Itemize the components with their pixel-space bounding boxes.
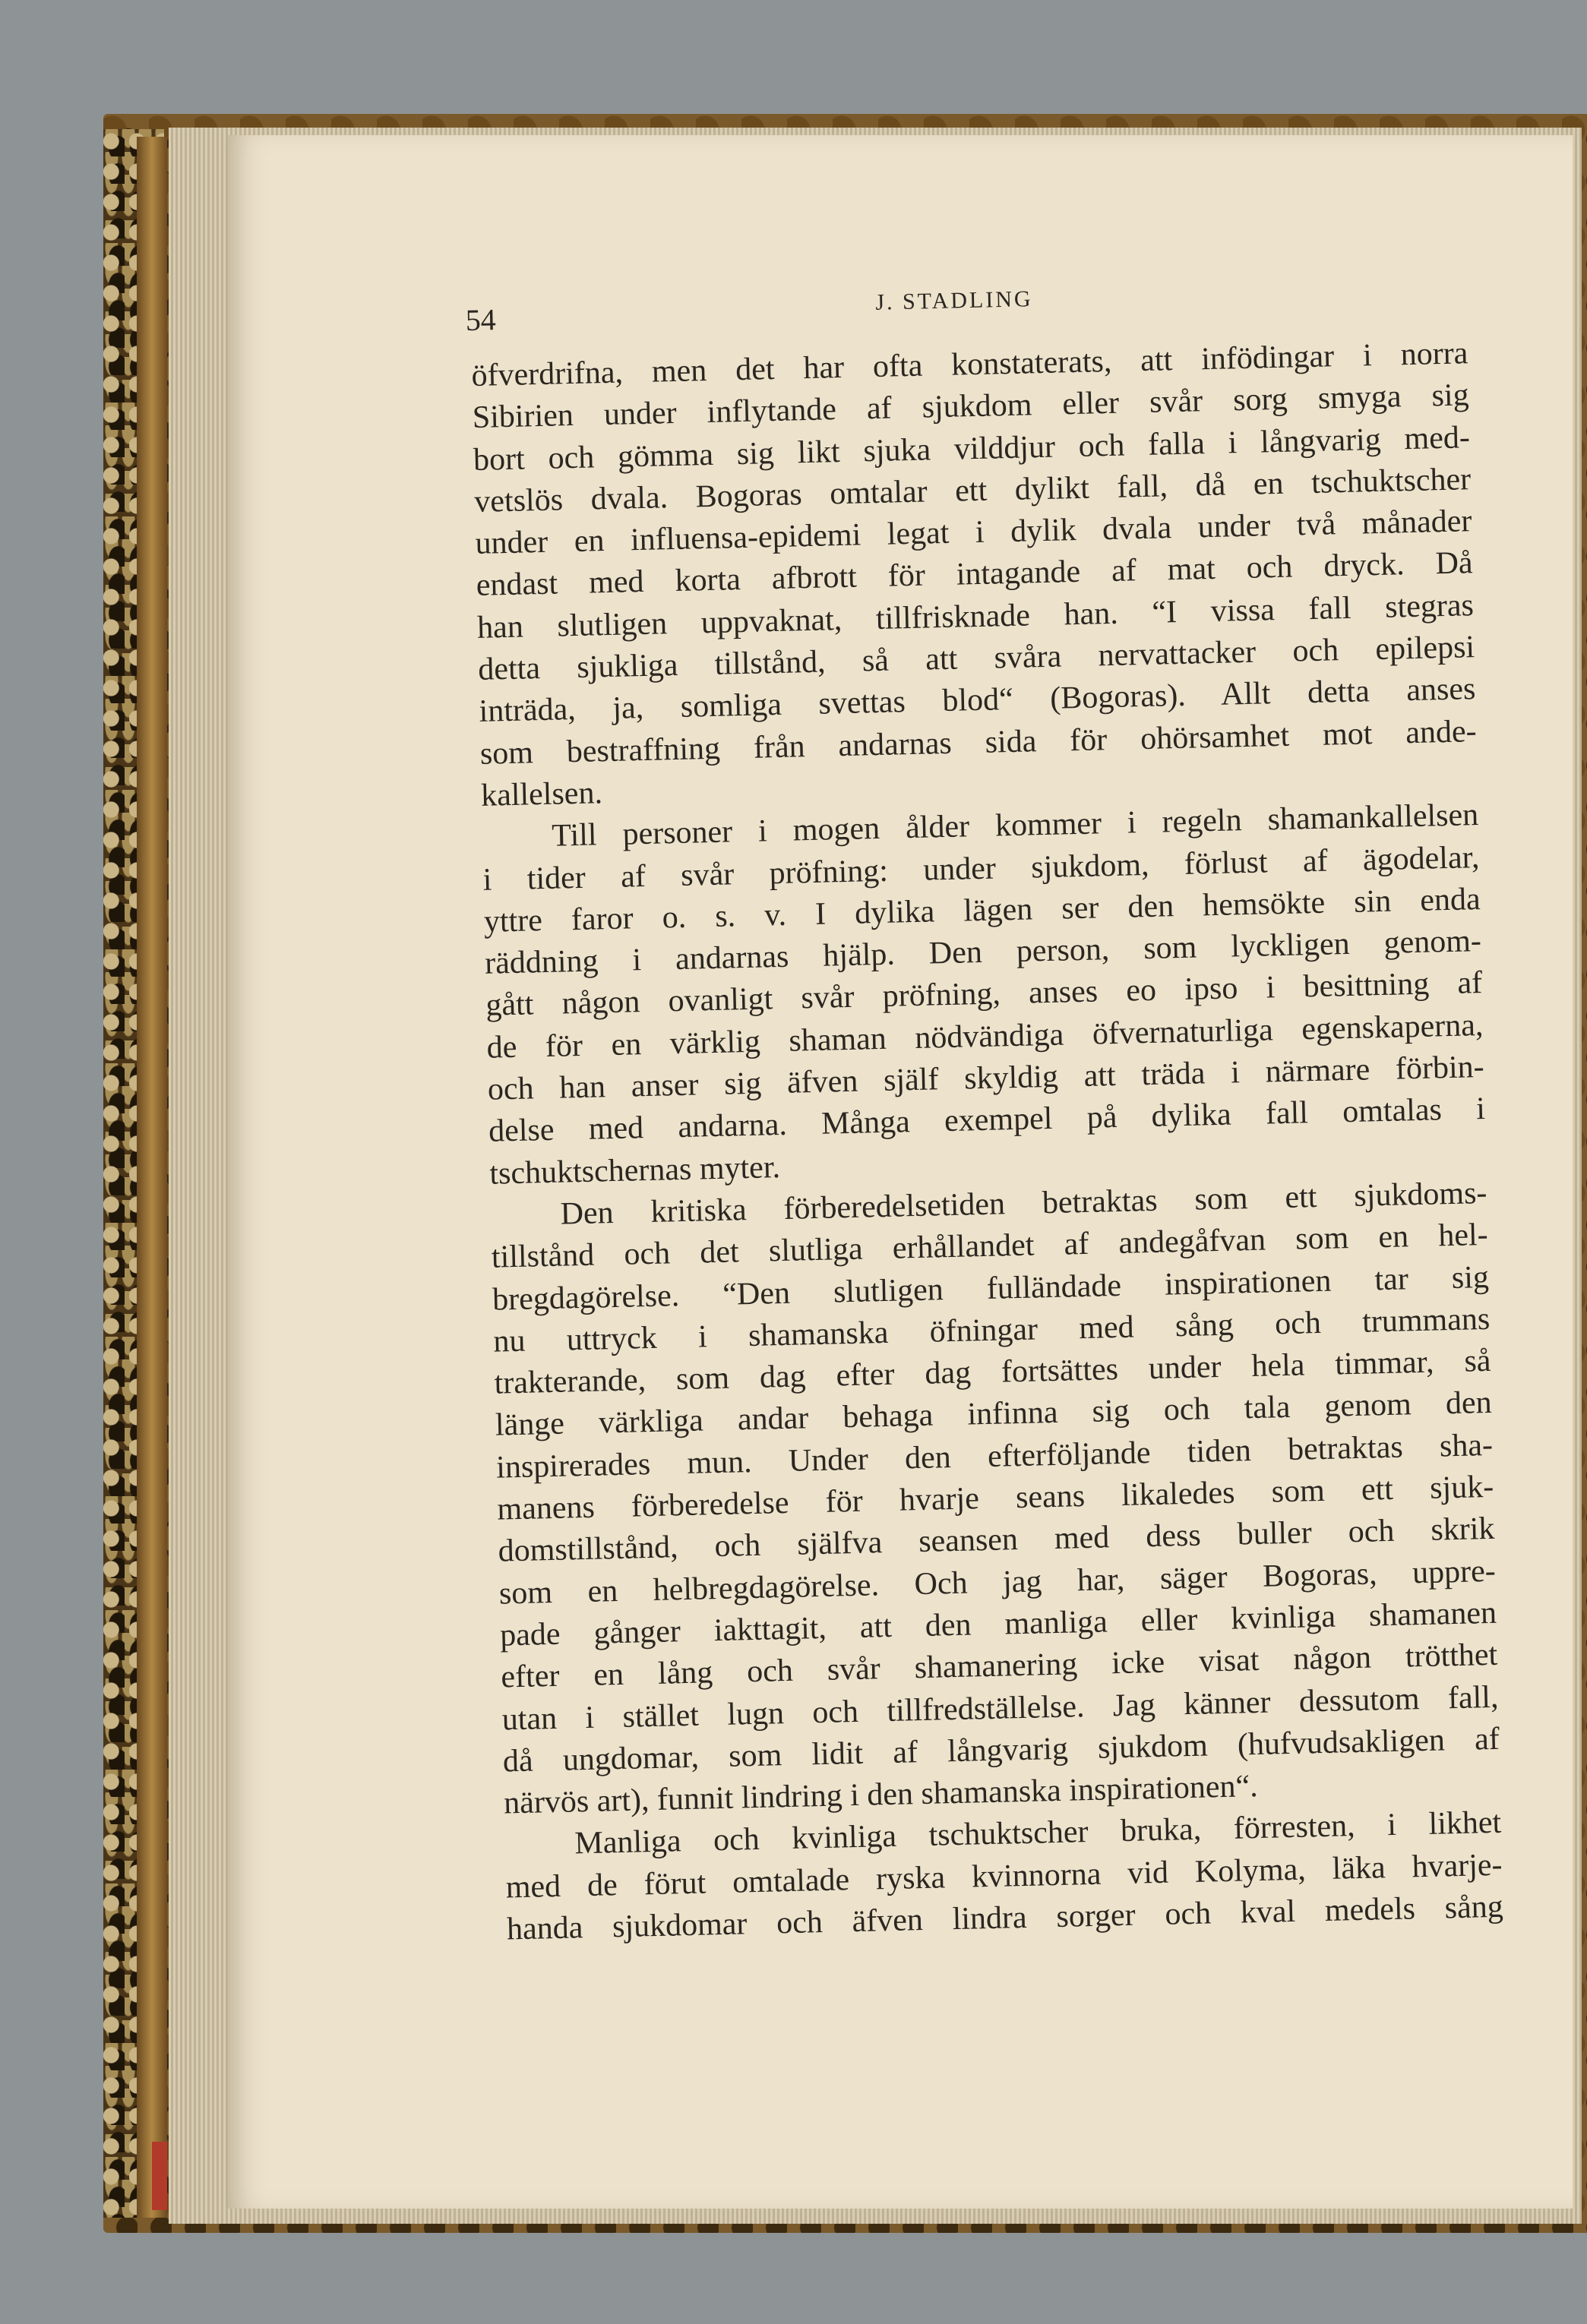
text-line: Sibirien under inflytande af sjukdom eller svår sorg smyga sig	[472, 377, 1470, 436]
running-head-author: J. STADLING	[874, 286, 1033, 315]
page-number: 54	[465, 302, 497, 337]
text-line: Den kritiska förberedelsetiden betraktas som ett sjukdoms-	[560, 1175, 1487, 1232]
text-line: kallelsen.	[480, 775, 603, 813]
text-line: pade gånger iakttagit, att den manliga eller kvinliga shamanen	[499, 1595, 1497, 1653]
text-line: med de förut omtalade ryska kvinnorna vid Kolyma, läka hvarje-	[505, 1847, 1503, 1906]
text-line: endast med korta afbrott för intagande af mat och dryck. Då	[476, 545, 1474, 604]
text-line: vetslös dvala. Bogoras omtalar ett dylikt fall, då en tschuktscher	[473, 462, 1472, 519]
text-line: trakterande, som dag efter dag fortsättes under hela timmar, så	[494, 1344, 1491, 1401]
text-line: efter en lång och svår shamanering icke visat någon trötthet	[500, 1637, 1498, 1695]
text-line: öfverdrifna, men det har ofta konstaterats, att infödingar i norra	[471, 336, 1468, 393]
text-line: Manliga och kvinliga tschuktscher bruka, förresten, i likhet	[574, 1805, 1502, 1861]
text-line: utan i stället lugn och tillfredställelse. Jag känner dessutom fall,	[501, 1679, 1499, 1738]
text-line: de för en värklig shaman nödvändiga öfvernaturliga egenskaperna,	[486, 1007, 1484, 1066]
text-line: domstillstånd, och själfva seansen med dess buller och skrik	[498, 1511, 1495, 1569]
text-line: som bestraffning från andarnas sida för ohörsamhet mot ande-	[479, 713, 1478, 772]
text-line: Till personer i mogen ålder kommer i regeln shamankallelsen	[551, 797, 1479, 854]
text-line: gått någon ovanligt svår pröfning, anses eo ipso i besittning af	[485, 965, 1483, 1024]
text-line: bregdagörelse. “Den slutligen fulländade inspirationen tar sig	[492, 1259, 1490, 1318]
text-line: delse med andarna. Många exempel på dylika fall omtalas i	[488, 1091, 1486, 1150]
text-line: manens förberedelse för hvarje seans likaledes som ett sjuk-	[496, 1469, 1494, 1527]
text-line: tschuktschernas myter.	[488, 1149, 781, 1192]
spine-strip	[137, 137, 167, 2218]
text-line: och han anser sig äfven själf skyldig att träda i närmare förbin-	[487, 1050, 1485, 1107]
text-line: bort och gömma sig likt sjuka vilddjur och falla i långvarig med-	[473, 419, 1471, 478]
text-line: tillstånd och det slutliga erhållandet af andegåfvan som en hel-	[491, 1217, 1489, 1275]
text-line: han slutligen uppvaknat, tillfrisknade han. “I vissa fall stegras	[476, 587, 1475, 646]
text-line: då ungdomar, som lidit af långvarig sjukdom (hufvudsakligen af	[502, 1721, 1500, 1779]
text-line: länge värkliga andar behaga infinna sig och tala genom den	[495, 1385, 1493, 1444]
text-line: räddning i andarnas hjälp. Den person, som lyckligen genom-	[484, 924, 1482, 981]
text-line: yttre faror o. s. v. I dylika lägen ser den hemsökte sin enda	[483, 881, 1481, 939]
text-line: inspirerades mun. Under den efterföljande tiden betraktas sha-	[495, 1427, 1494, 1486]
text-line: detta sjukliga tillstånd, så att svåra nervattacker och epilepsi	[477, 630, 1475, 687]
text-line: närvös art), funnit lindring i den shamanska inspirationen“.	[503, 1769, 1259, 1821]
text-line: inträda, ja, somliga svettas blod“ (Bogoras). Allt detta anses	[479, 671, 1476, 730]
text-line: under en influensa-epidemi legat i dylik dvala under två månader	[475, 504, 1472, 562]
text-line: i tider af svår pröfning: under sjukdom, förlust af ägodelar,	[482, 839, 1480, 898]
text-line: nu uttryck i shamanska öfningar med sång och trummans	[492, 1301, 1491, 1359]
text-line: som en helbregdagörelse. Och jag har, säger Bogoras, uppre-	[498, 1553, 1497, 1612]
text-line: handa sjukdomar och äfven lindra sorger och kval medels sång	[506, 1889, 1504, 1947]
body-text	[471, 333, 1503, 1951]
bookmark-ribbon	[152, 2142, 167, 2210]
